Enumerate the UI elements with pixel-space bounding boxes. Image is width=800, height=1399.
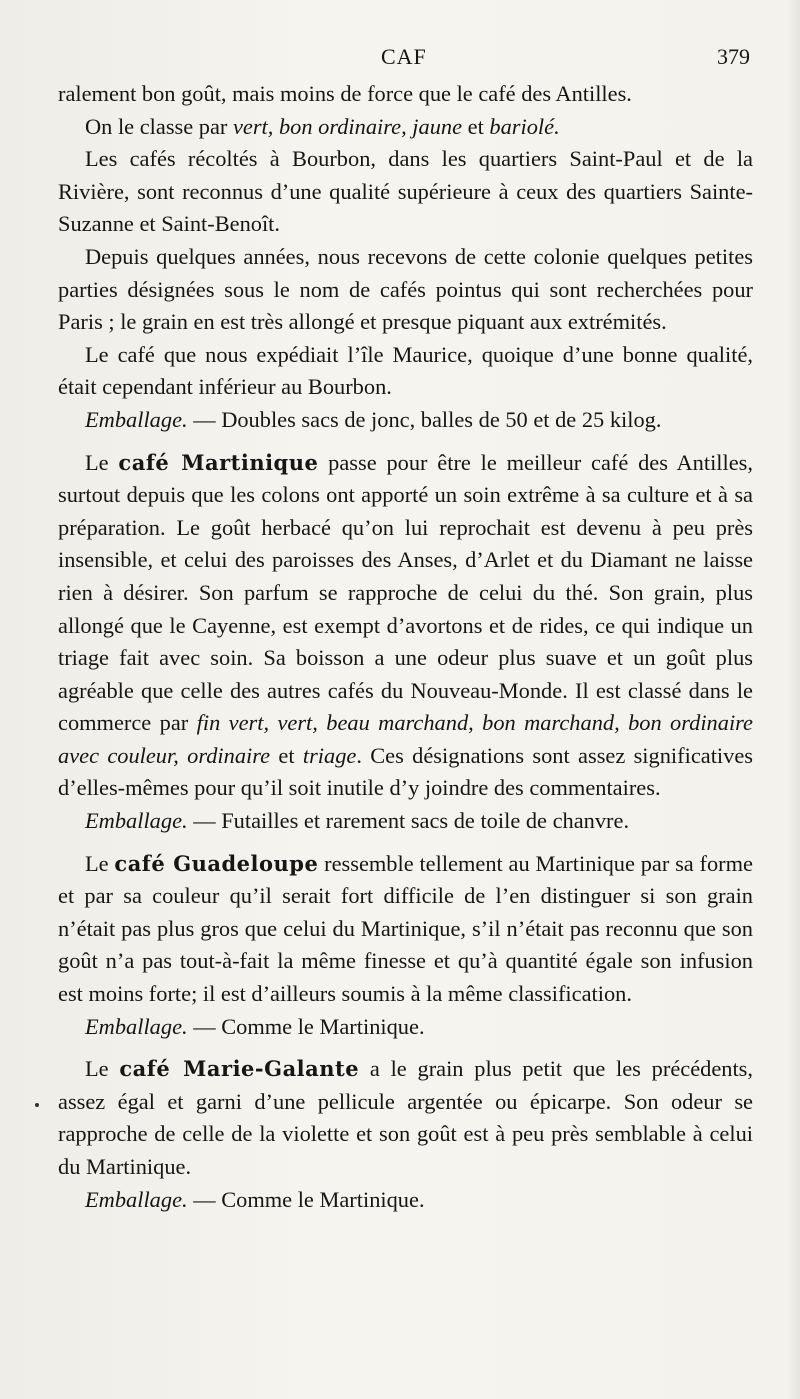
emballage-label: Emballage. xyxy=(85,1013,188,1039)
running-head: CAF xyxy=(381,44,427,69)
emballage-label: Emballage. xyxy=(85,808,188,834)
page-body xyxy=(58,78,753,1216)
paragraph-maurice: Le café que nous expédiait l’île Maurice, quoique d’une bonne qualité, était cependant inférieur au Bourbon. xyxy=(58,341,753,400)
paragraph-guadeloupe: Le café Guadeloupe ressemble tellement au Martinique par sa forme et par sa couleur qu’il serait fort difficile de l’en distinguer si son grain n’était pas plus gros que celui du Martinique, s’il n’était pas reconnu que son goût n’a pas tout-à-fait la même finesse et qu’à quantité égale son infusion est moins forte; il est d’ailleurs soumis à la même classification. xyxy=(58,850,753,1007)
heading-cafe-martinique: café Martinique xyxy=(118,449,319,475)
grade-triage: triage xyxy=(302,742,357,768)
paragraph-classification: On le classe par vert, bon ordinaire, jaune et bariolé. xyxy=(85,113,560,139)
paragraph-continuation: ralement bon goût, mais moins de force que le café des Antilles. xyxy=(58,81,632,106)
grade-bariole: bariolé. xyxy=(489,113,560,139)
heading-cafe-guadeloupe: café Guadeloupe xyxy=(114,850,319,876)
margin-dot xyxy=(35,1103,39,1107)
paragraph-marie-galante: Le café Marie-Galante a le grain plus petit que les précédents, assez égal et garni d’une pellicule argentée ou épicarpe. Son odeur se rapproche de celle de la violette et son goût est à peu près semblable à celui du Martinique. xyxy=(58,1056,753,1179)
page-number: 379 xyxy=(717,44,750,69)
paragraph-martinique: Le café Martinique passe pour être le meilleur café des Antilles, surtout depuis que les colons ont apporté un soin extrême à sa culture et à sa préparation. Le goût herbacé qu’on lui reprochait est devenu à peu près insensible, et celui des paroisses des Anses, d’Arlet et du Diamant ne laisse rien à désirer. Son parfum se rapproche de celui du thé. Son grain, plus allongé que le Cayenne, est exempt d’avortons et de rides, ce qui indique un triage fait avec soin. Sa boisson a une odeur plus suave et un goût plus agréable que celle des autres cafés du Nouveau-Monde. Il est classé dans le commerce par fin vert, vert, beau marchand, bon marchand, bon ordinaire avec couleur, ordinaire et triage. Ces désignations sont assez significatives d’elles-mêmes pour qu’il soit inutile d’y joindre des commentaires. xyxy=(58,449,753,801)
emballage-label: Emballage. xyxy=(85,406,188,432)
grade-list: fin vert, vert, beau marchand, bon marchand, bon ordinaire avec couleur, ordinaire xyxy=(58,710,753,768)
paragraph-bourbon: Les cafés récoltés à Bourbon, dans les quartiers Saint-Paul et de la Rivière, sont reconnus d’une qualité supérieure à ceux des quartiers Sainte-Suzanne et Saint-Benoît. xyxy=(58,146,753,237)
heading-cafe-marie-galante: café Marie-Galante xyxy=(119,1056,360,1082)
emballage-label: Emballage. xyxy=(85,1186,188,1212)
emballage-marie-galante: Emballage. — Comme le Martinique. xyxy=(85,1186,425,1212)
paragraph-cafes-pointus: Depuis quelques années, nous recevons de cette colonie quelques petites parties désignées sous le nom de cafés pointus qui sont recherchées pour Paris ; le grain en est très allongé et presque piquant aux extrémités. xyxy=(58,243,753,335)
emballage-bourbon: Emballage. — Doubles sacs de jonc, balles de 50 et de 25 kilog. xyxy=(85,406,662,432)
emballage-martinique: Emballage. — Futailles et rarement sacs de toile de chanvre. xyxy=(85,808,630,834)
grade-list: vert, bon ordinaire, jaune xyxy=(232,113,463,139)
emballage-guadeloupe: Emballage. — Comme le Martinique. xyxy=(85,1013,425,1039)
page-header xyxy=(0,44,800,74)
